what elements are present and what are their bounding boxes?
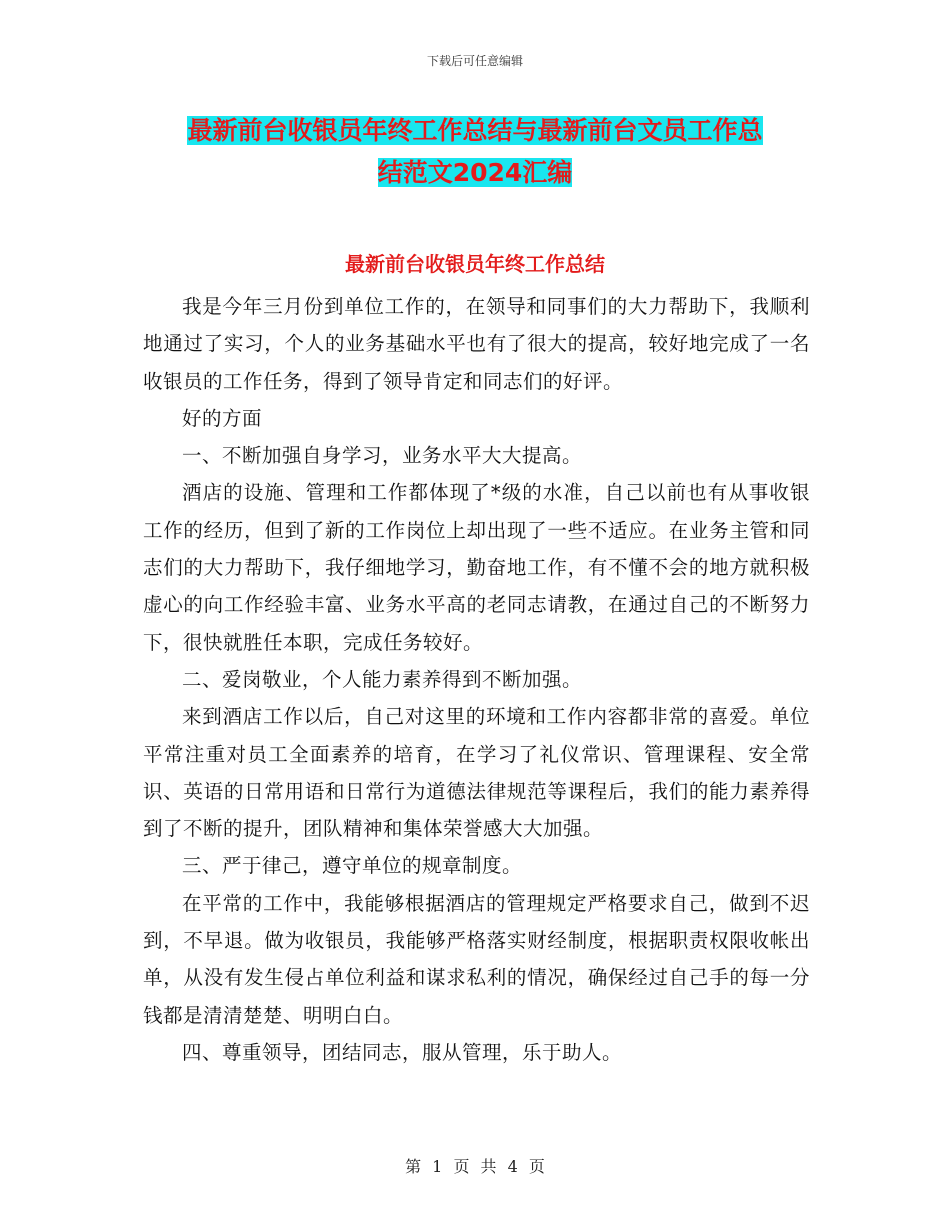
section-heading: 最新前台收银员年终工作总结 (345, 252, 605, 276)
title-line-2: 结范文2024汇编 (377, 158, 573, 187)
paragraph: 四、尊重领导，团结同志，服从管理，乐于助人。 (182, 1040, 623, 1064)
body-text (143, 288, 810, 1071)
paragraph: 好的方面 (182, 406, 263, 430)
paragraph: 在平常的工作中，我能够根据酒店的管理规定严格要求自己，做到不迟到，不早退。做为收银员，我能够严格落实财经制度，根据职责权限收帐出单，从没有发生侵占单位利益和谋求私利的情况，确保经过自己手的每一分钱都是清清楚楚、明明白白。 (143, 891, 810, 1027)
paragraph: 二、爱岗敬业，个人能力素养得到不断加强。 (182, 667, 583, 691)
paragraph: 我是今年三月份到单位工作的，在领导和同事们的大力帮助下，我顺利地通过了实习，个人的业务基础水平也有了很大的提高，较好地完成了一名收银员的工作任务，得到了领导肯定和同志们的好评。 (143, 295, 810, 393)
document-title (140, 110, 810, 194)
title-line-1: 最新前台收银员年终工作总结与最新前台文员工作总 (187, 116, 763, 145)
paragraph: 一、不断加强自身学习，业务水平大大提高。 (182, 444, 583, 468)
paragraph: 来到酒店工作以后，自己对这里的环境和工作内容都非常的喜爱。单位平常注重对员工全面素养的培育，在学习了礼仪常识、管理课程、安全常识、英语的日常用语和日常行为道德法律规范等课程后，我们的能力素养得到了不断的提升，团队精神和集体荣誉感大大加强。 (143, 705, 810, 841)
paragraph: 三、严于律己，遵守单位的规章制度。 (182, 854, 523, 878)
page-number: 第 1 页 共 4 页 (405, 1157, 545, 1176)
paragraph: 酒店的设施、管理和工作都体现了*级的水准，自己以前也有从事收银工作的经历，但到了新的工作岗位上却出现了一些不适应。在业务主管和同志们的大力帮助下，我仔细地学习，勤奋地工作，有不懂不会的地方就积极虚心的向工作经验丰富、业务水平高的老同志请教，在通过自己的不断努力下，很快就胜任本职，完成任务较好。 (143, 481, 810, 654)
page-header-note: 下载后可任意编辑 (426, 54, 523, 68)
